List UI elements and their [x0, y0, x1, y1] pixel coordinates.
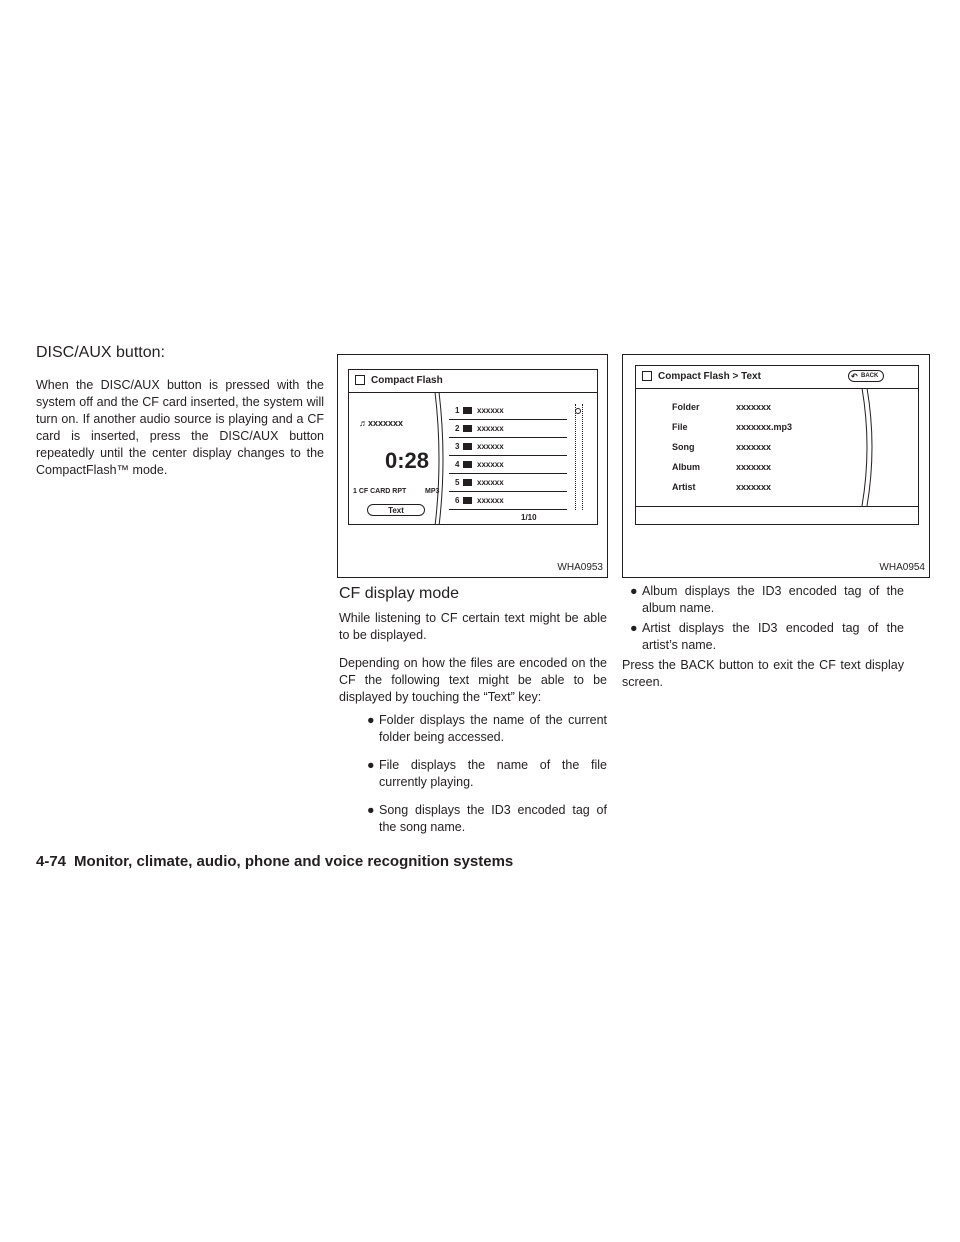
cf-text-divider	[860, 388, 880, 506]
bullet-folder: Folder displays the name of the current folder being accessed.	[379, 713, 607, 744]
section-heading-disc-aux: DISC/AUX button:	[36, 344, 165, 361]
text-row-label: Artist	[672, 482, 696, 492]
figure-compact-flash-screen	[337, 354, 608, 578]
track-row[interactable]: 5 xxxxxx	[449, 474, 567, 492]
text-row-value: xxxxxxx.mp3	[736, 422, 793, 432]
folder-icon	[463, 497, 472, 504]
figure-compact-flash-text-screen	[622, 354, 930, 578]
cf-encoding-paragraph: Depending on how the files are encoded on the CF the following text might be able to be displayed by touching the “Text” key:	[339, 656, 607, 704]
text-row-label: File	[672, 422, 688, 432]
cf-status-format: MP3	[425, 488, 440, 495]
cf-page-indicator: 1/10	[521, 513, 537, 522]
section-heading-cf-display-mode: CF display mode	[339, 585, 460, 602]
track-row[interactable]: 3 xxxxxx	[449, 438, 567, 456]
figure-code: WHA0953	[557, 562, 603, 573]
cf-screen-title: Compact Flash	[371, 375, 443, 386]
bullet-album: Album displays the ID3 encoded tag of the album name.	[642, 584, 904, 615]
page-footer	[36, 853, 513, 870]
bullet-marker: ●	[630, 621, 638, 635]
text-row-value: xxxxxxx	[736, 442, 772, 452]
cf-text-title-bar	[636, 366, 918, 389]
folder-icon	[463, 443, 472, 450]
folder-icon	[463, 461, 472, 468]
cf-song-title: ♬xxxxxxx	[359, 418, 404, 428]
cf-text-screen-title: Compact Flash > Text	[658, 371, 761, 382]
cf-status-left: 1 CF CARD RPT	[353, 488, 407, 495]
back-button-label: BACK	[861, 373, 879, 379]
track-row[interactable]: 6 xxxxxx	[449, 492, 567, 510]
back-button[interactable]	[848, 370, 884, 382]
bullet-marker: ●	[630, 584, 638, 598]
text-row-value: xxxxxxx	[736, 482, 772, 492]
track-row[interactable]: 2 xxxxxx	[449, 420, 567, 438]
bullet-marker: ●	[367, 803, 375, 817]
cf-scrollbar[interactable]	[575, 404, 583, 510]
folder-icon	[463, 425, 472, 432]
cf-intro-paragraph: While listening to CF certain text might be able to be displayed.	[339, 611, 607, 642]
cf-text-key-button[interactable]: Text	[367, 504, 425, 516]
cf-card-icon	[355, 375, 365, 385]
bullet-file: File displays the name of the file currently playing.	[379, 758, 607, 789]
cf-card-icon	[642, 371, 652, 381]
text-row-value: xxxxxxx	[736, 402, 772, 412]
disc-aux-paragraph: When the DISC/AUX button is pressed with the system off and the CF card inserted, the system will turn on. If another audio source is playing and a CF card is inserted, press the DISC/AUX button repeatedly until the center display changes to the CompactFlash™ mode.	[36, 378, 324, 477]
text-row-value: xxxxxxx	[736, 462, 772, 472]
cf-text-screen	[635, 365, 919, 525]
chapter-title: Monitor, climate, audio, phone and voice recognition systems	[74, 853, 514, 870]
text-row-label: Folder	[672, 402, 700, 412]
bullet-marker: ●	[367, 758, 375, 772]
cf-track-list	[449, 402, 567, 510]
bullet-marker: ●	[367, 713, 375, 727]
cf-panel-divider	[433, 392, 447, 525]
page-number: 4-74	[36, 853, 67, 870]
cf-closing-paragraph: Press the BACK button to exit the CF text display screen.	[622, 658, 904, 689]
back-arrow-icon: ↶	[851, 372, 858, 381]
cf-main-screen	[348, 369, 598, 525]
cf-play-time: 0:28	[385, 448, 430, 473]
text-row-label: Album	[672, 462, 700, 472]
cf-text-bottom-bar	[636, 506, 918, 507]
cf-title-bar	[349, 370, 597, 393]
folder-icon	[463, 479, 472, 486]
bullet-artist: Artist displays the ID3 encoded tag of the artist’s name.	[642, 621, 904, 652]
track-row[interactable]: 1 xxxxxx	[449, 402, 567, 420]
cf-text-list	[636, 388, 876, 506]
track-row[interactable]: 4 xxxxxx	[449, 456, 567, 474]
bullet-song: Song displays the ID3 encoded tag of the song name.	[379, 803, 607, 834]
folder-icon	[463, 407, 472, 414]
cf-scroll-thumb[interactable]	[575, 408, 581, 414]
text-row-label: Song	[672, 442, 695, 452]
figure-code: WHA0954	[879, 562, 925, 573]
